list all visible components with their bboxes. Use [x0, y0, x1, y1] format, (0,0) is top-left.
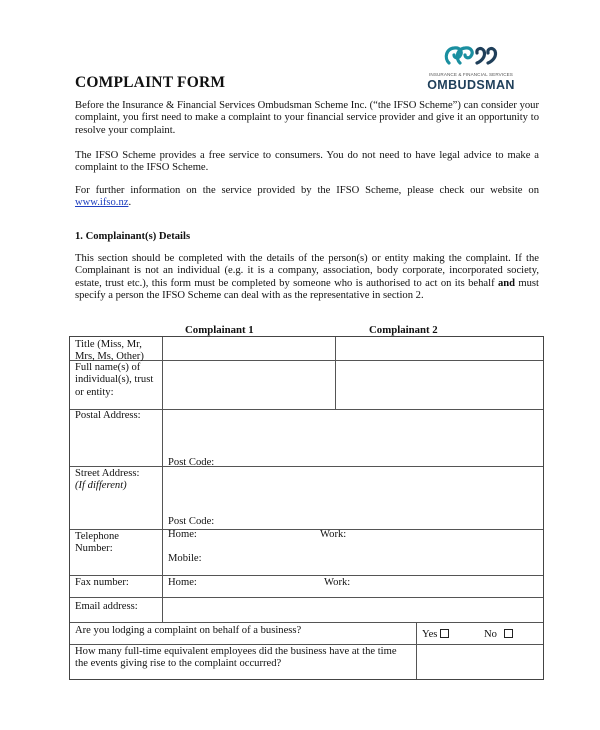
telephone-mobile-label: Mobile: — [168, 553, 202, 564]
telephone-work-label: Work: — [320, 529, 347, 540]
fax-label: Fax number: — [75, 577, 129, 588]
full-name-label: Full name(s) of individual(s), trust or entity: — [75, 362, 154, 398]
logo-subtitle: INSURANCE & FINANCIAL SERVICES — [429, 72, 513, 77]
column-header-complainant-1: Complainant 1 — [185, 324, 254, 336]
ombudsman-logo — [418, 42, 524, 92]
postal-address-label: Postal Address: — [75, 410, 141, 421]
no-option[interactable] — [484, 629, 513, 641]
ifso-website-link[interactable]: www.ifso.nz — [75, 197, 129, 209]
section-text-b: must specify a person the IFSO Scheme can deal with as the representative in section 2. — [75, 277, 539, 302]
telephone-label: Telephone Number: — [75, 531, 119, 555]
postal-post-code-label: Post Code: — [168, 457, 215, 468]
wave-logo-icon — [443, 42, 499, 70]
title-input-complainant-2[interactable] — [336, 337, 543, 360]
business-question: Are you lodging a complaint on behalf of a business? — [75, 625, 302, 636]
section-heading: 1. Complainant(s) Details — [75, 231, 191, 242]
title-label: Title (Miss, Mr, Mrs, Ms, Other) — [75, 339, 144, 363]
complainant-details-table — [69, 336, 544, 680]
logo-name: OMBUDSMAN — [427, 78, 515, 92]
intro-paragraph-2: The IFSO Scheme provides a free service to consumers. You do not need to have legal advice to make a complaint to the IFSO Scheme. — [75, 150, 539, 174]
telephone-work-input[interactable] — [355, 530, 535, 548]
yes-checkbox[interactable] — [440, 629, 449, 638]
intro-p3-end: . — [128, 197, 132, 209]
email-label: Email address: — [75, 601, 138, 612]
intro-p3-text: For further information on the service provided by the IFSO Scheme, please check our website on — [75, 185, 539, 196]
section-description — [75, 253, 539, 303]
street-address-label: Street Address: — [75, 468, 140, 479]
yes-option[interactable] — [422, 629, 449, 641]
intro-paragraph-1: Before the Insurance & Financial Services Ombudsman Scheme Inc. (“the IFSO Scheme”) can consider your complaint, you first need to make a complaint to your financial service provider and give it an opportunity to resolve your complaint. — [75, 100, 539, 136]
fax-work-label: Work: — [324, 577, 351, 588]
fax-home-input[interactable] — [210, 576, 310, 596]
street-post-code-label: Post Code: — [168, 516, 215, 527]
fax-home-label: Home: — [168, 577, 197, 588]
section-text-bold: and — [497, 277, 516, 289]
email-input[interactable] — [163, 598, 543, 622]
telephone-mobile-input[interactable] — [210, 551, 530, 571]
street-address-input[interactable] — [163, 467, 543, 529]
telephone-home-label: Home: — [168, 529, 197, 540]
employees-input[interactable] — [417, 645, 543, 679]
page-title: COMPLAINT FORM — [75, 74, 226, 91]
full-name-input-complainant-1[interactable] — [163, 361, 335, 409]
column-header-complainant-2: Complainant 2 — [369, 324, 438, 336]
postal-address-input[interactable] — [163, 410, 543, 466]
fax-work-input[interactable] — [360, 576, 535, 596]
intro-paragraph-3 — [75, 185, 539, 210]
telephone-home-input[interactable] — [210, 530, 310, 548]
street-address-note: (If different) — [75, 480, 127, 491]
yes-label: Yes — [422, 629, 438, 640]
no-label: No — [484, 629, 497, 640]
employees-question: How many full-time equivalent employees did the business have at the time the events giving rise to the complaint occurred? — [75, 646, 397, 670]
full-name-input-complainant-2[interactable] — [336, 361, 543, 409]
title-input-complainant-1[interactable] — [163, 337, 335, 360]
no-checkbox[interactable] — [504, 629, 513, 638]
section-text-a: This section should be completed with the details of the person(s) or entity making the complaint. If the Complainant is not an individual (e.g. it is a company, association, body corporate, incorporated society, estate, trust etc.), this form must be completed by someone who is authorised to act on its behalf — [75, 253, 539, 289]
